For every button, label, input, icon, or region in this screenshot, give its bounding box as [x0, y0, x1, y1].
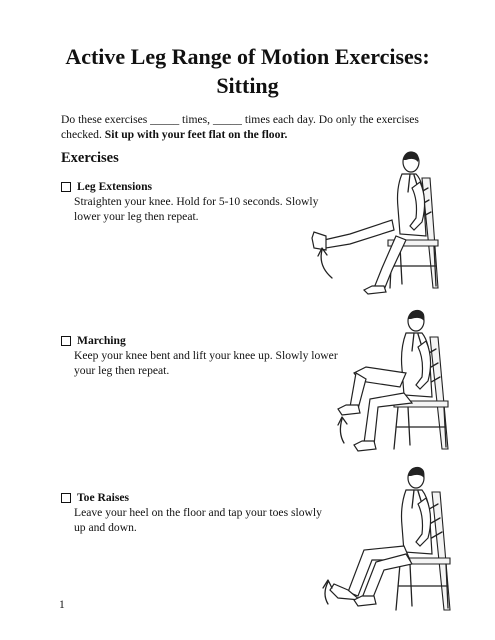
exercise-description: Keep your knee bent and lift your knee up. Slowly lower your leg then repeat.	[74, 349, 338, 377]
leg-extensions-checkbox[interactable]	[61, 182, 71, 192]
man-sitting-toe-raise-icon	[318, 462, 468, 612]
intro-text: Do these exercises _____ times, _____ times each day. Do only the exercises checked.	[61, 113, 419, 141]
exercise-marching	[61, 333, 351, 378]
toe-raises-checkbox[interactable]	[61, 493, 71, 503]
exercise-description: Leave your heel on the floor and tap your toes slowly up and down.	[74, 506, 322, 534]
page-title-line-1: Active Leg Range of Motion Exercises:	[65, 44, 430, 69]
exercise-toe-raises	[61, 490, 326, 535]
man-sitting-leg-extension-icon	[310, 148, 460, 296]
exercises-heading: Exercises	[61, 150, 119, 166]
intro-bold-instruction: Sit up with your feet flat on the floor.	[104, 128, 288, 141]
page-title	[20, 42, 475, 100]
man-sitting-marching-icon	[330, 303, 465, 455]
marching-checkbox[interactable]	[61, 336, 71, 346]
exercise-leg-extensions	[61, 179, 326, 224]
exercise-description: Straighten your knee. Hold for 5-10 seconds. Slowly lower your leg then repeat.	[74, 195, 319, 223]
exercise-name: Toe Raises	[77, 491, 130, 504]
page-title-line-2: Sitting	[216, 73, 279, 98]
exercise-name: Leg Extensions	[77, 180, 153, 193]
page-number: 1	[59, 598, 65, 611]
intro-paragraph	[61, 112, 431, 142]
exercise-name: Marching	[77, 334, 126, 347]
